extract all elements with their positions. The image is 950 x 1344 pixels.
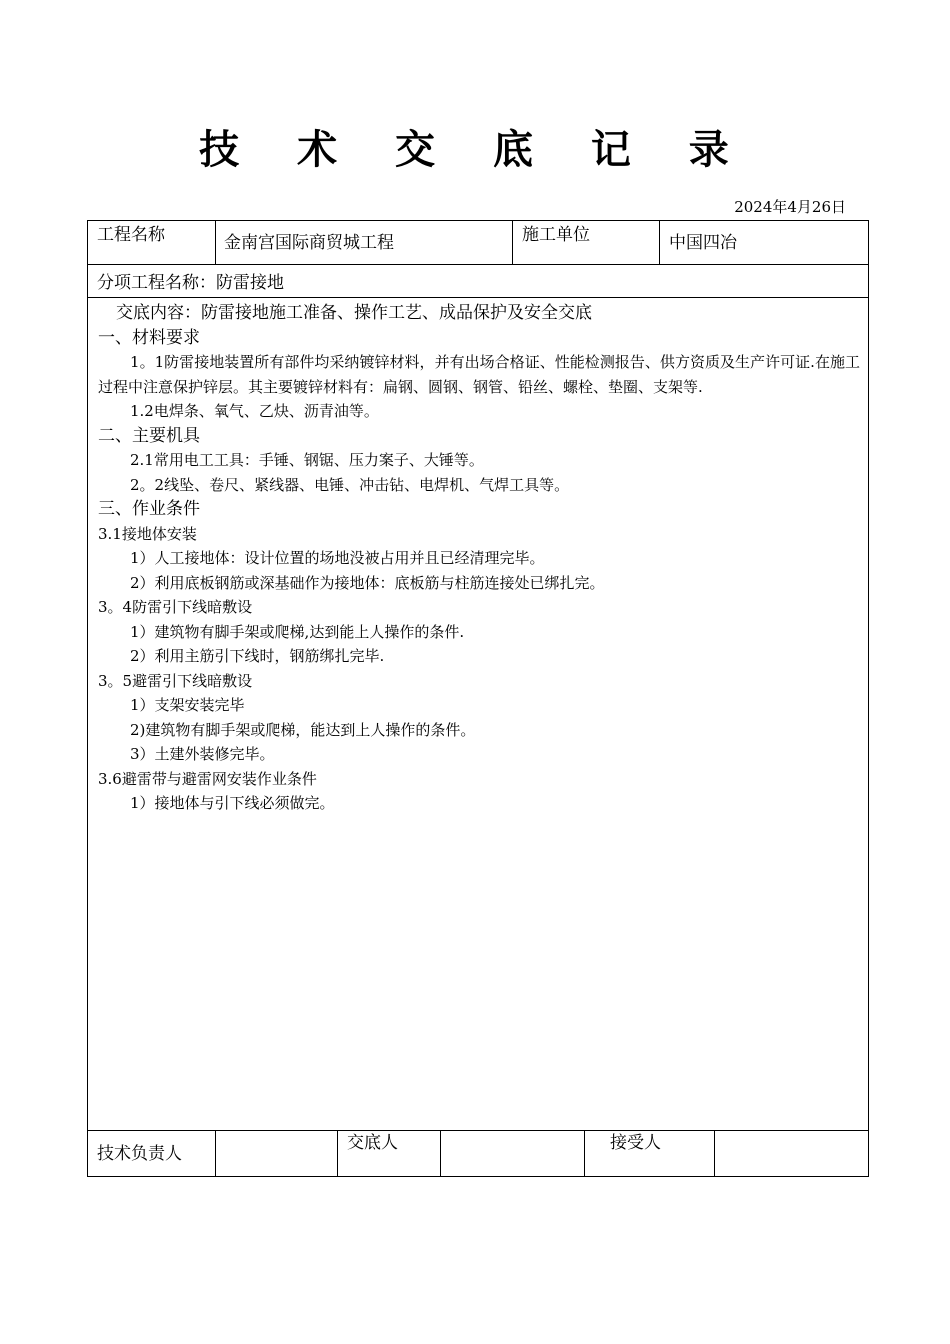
subsection-3-1-item-2: 2）利用底板钢筋或深基础作为接地体：底板筋与柱筋连接处已绑扎完。	[130, 573, 605, 592]
subsection-3-5-item-3: 3）土建外装修完毕。	[130, 745, 275, 763]
subsection-3-4-item-2: 2）利用主筋引下线时，钢筋绑扎完毕.	[130, 647, 385, 665]
subsection-3-6-item-1: 1）接地体与引下线必须做完。	[130, 794, 335, 812]
subsection-3-1-item-1: 1）人工接地体：设计位置的场地没被占用并且已经清理完毕。	[130, 549, 545, 567]
project-name-label: 工程名称	[97, 225, 165, 245]
subsection-3-5-item-2: 2)建筑物有脚手架或爬梯，能达到上人操作的条件。	[130, 720, 476, 739]
contractor-value: 中国四冶	[669, 233, 737, 253]
column-divider	[659, 221, 660, 264]
project-name-value: 金南宫国际商贸城工程	[224, 233, 394, 253]
subsection-3-5-item-1: 1）支架安装完毕	[130, 696, 245, 714]
column-divider	[337, 1130, 338, 1177]
materials-para-1: 1。1防雷接地装置所有部件均采纳镀锌材料，并有出场合格证、性能检测报告、供方资质及生产许可证.在施工过程中注意保护锌层。其主要镀锌材料有：扁钢、圆钢、钢管、铅丝、螺栓、垫圈、支架等.	[98, 353, 860, 396]
section-conditions-title: 三、作业条件	[98, 499, 200, 519]
row-divider	[88, 264, 868, 265]
row-divider	[88, 297, 868, 298]
document-title: 技 术 交 底 记 录	[199, 126, 751, 173]
disclosure-table	[87, 220, 869, 1177]
discloser-label: 交底人	[347, 1133, 398, 1153]
subsection-3-4-title: 3。4防雷引下线暗敷设	[98, 598, 253, 616]
column-divider	[215, 221, 216, 264]
disclosure-content	[98, 301, 860, 816]
tools-para-1: 2.1常用电工工具：手锤、钢锯、压力案子、大锤等。	[130, 451, 484, 469]
column-divider	[440, 1130, 441, 1177]
column-divider	[584, 1130, 585, 1177]
content-intro: 交底内容：防雷接地施工准备、操作工艺、成品保护及安全交底	[116, 303, 592, 323]
column-divider	[714, 1130, 715, 1177]
section-tools-title: 二、主要机具	[98, 425, 200, 446]
section-materials-title: 一、材料要求	[98, 327, 200, 348]
subproject-name: 分项工程名称：防雷接地	[97, 273, 284, 293]
materials-para-2: 1.2电焊条、氧气、乙炔、沥青油等。	[130, 402, 379, 420]
subsection-3-6-title: 3.6避雷带与避雷网安装作业条件	[98, 769, 317, 788]
row-divider	[88, 1130, 868, 1131]
document-date: 2024年4月26日	[734, 198, 846, 216]
column-divider	[215, 1130, 216, 1177]
contractor-label: 施工单位	[522, 225, 590, 245]
subsection-3-1-title: 3.1接地体安装	[98, 524, 197, 543]
column-divider	[512, 221, 513, 264]
tech-lead-label: 技术负责人	[97, 1144, 182, 1164]
subsection-3-5-title: 3。5避雷引下线暗敷设	[98, 671, 253, 690]
tools-para-2: 2。2线坠、卷尺、紧线器、电锤、冲击钻、电焊机、气焊工具等。	[130, 475, 570, 494]
subsection-3-4-item-1: 1）建筑物有脚手架或爬梯,达到能上人操作的条件.	[130, 622, 465, 641]
receiver-label: 接受人	[610, 1133, 661, 1153]
